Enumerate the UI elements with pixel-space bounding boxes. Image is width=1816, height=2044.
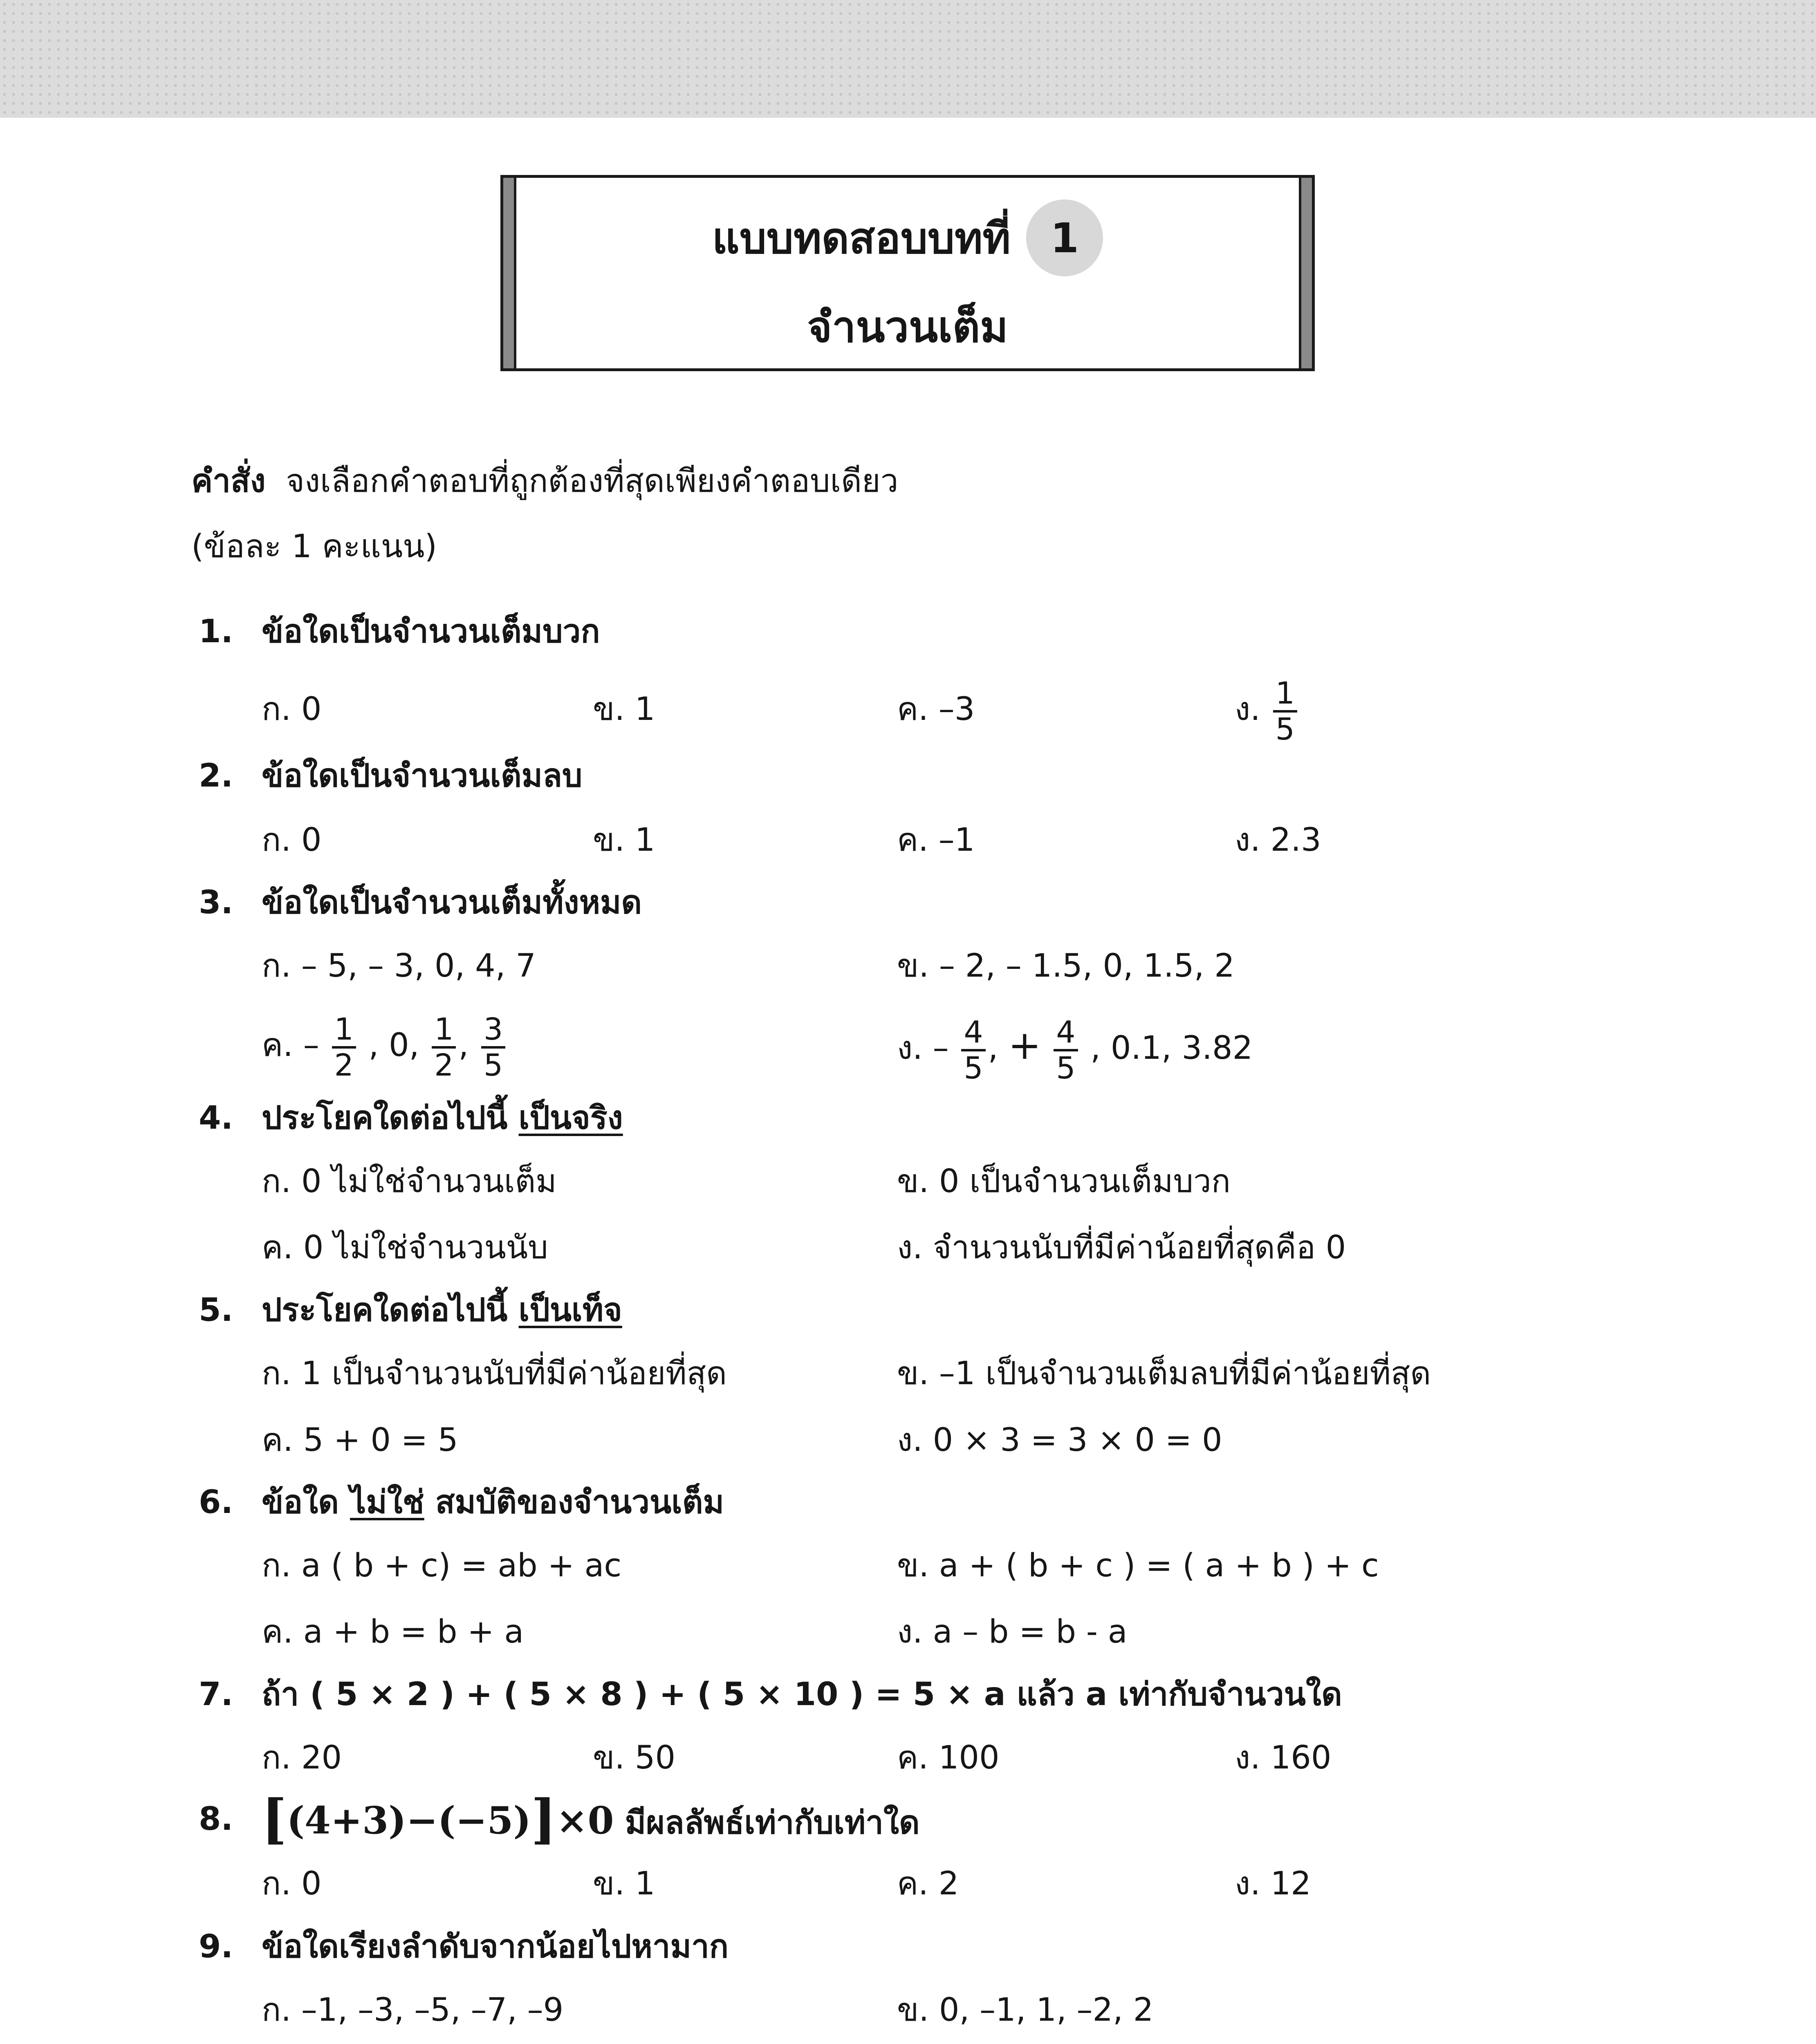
question-6-emphasis: ไม่ใช่	[350, 1484, 424, 1521]
question-9-choice-b: ข. 0, –1, 1, –2, 2	[897, 1992, 1154, 2028]
question-2-choice-b: ข. 1	[593, 822, 655, 858]
question-2-number: 2.	[199, 758, 233, 794]
top-decorative-band	[0, 0, 1816, 118]
question-4-text-main: ประโยคใดต่อไปนี้	[262, 1100, 508, 1136]
plus-sign: +	[1008, 1022, 1041, 1068]
instruction-line	[191, 459, 898, 504]
question-9-text: ข้อใดเรียงลำดับจากน้อยไปหามาก	[262, 1928, 729, 1965]
question-6-text-pre: ข้อใด	[262, 1484, 339, 1521]
question-5-number: 5.	[199, 1292, 233, 1329]
expression-inner: (4+3)−(−5)	[287, 1798, 531, 1842]
question-3-choice-c-label: ค. –	[262, 1027, 319, 1064]
question-1-choice-c: ค. –3	[897, 691, 975, 728]
question-4-choice-d: ง. จำนวนนับที่มีค่าน้อยที่สุดคือ 0	[897, 1229, 1346, 1266]
question-7-choice-c: ค. 100	[897, 1739, 1000, 1776]
question-2-choice-c: ค. –1	[897, 822, 975, 858]
question-5-choice-a: ก. 1 เป็นจำนวนนับที่มีค่าน้อยที่สุด	[262, 1355, 727, 1392]
bracket-close: ]	[531, 1788, 556, 1850]
fraction-denominator: 2	[434, 1047, 454, 1083]
fraction-numerator: 4	[1054, 1015, 1078, 1051]
chapter-title-box	[500, 175, 1315, 371]
bracket-open: [	[262, 1788, 287, 1850]
question-9-choice-a: ก. –1, –3, –5, –7, –9	[262, 1992, 564, 2028]
question-1-choice-b: ข. 1	[593, 691, 655, 728]
fraction-numerator: 1	[332, 1013, 356, 1049]
fraction-one-fifth	[1273, 677, 1297, 746]
question-6-number: 6.	[199, 1484, 233, 1521]
question-7-choice-b: ข. 50	[593, 1739, 676, 1776]
question-8-text-main: มีผลลัพธ์เท่ากับเท่าใด	[625, 1804, 920, 1841]
question-1-choice-d-label: ง.	[1235, 691, 1260, 728]
question-3-choice-d-label: ง. –	[897, 1030, 949, 1067]
fraction-denominator: 5	[1056, 1050, 1076, 1086]
question-2-choice-a: ก. 0	[262, 822, 322, 858]
chapter-heading-text: แบบทดสอบบทที่	[712, 213, 1011, 263]
question-3-choice-c: ค. – $\frac{1}{2}$ , 0, $\frac{1}{2}$ , $\frac{3}{5}$	[262, 1006, 508, 1084]
chapter-heading	[503, 207, 1312, 269]
question-5-text	[262, 1288, 622, 1333]
question-3-number: 3.	[199, 884, 233, 921]
question-2-text: ข้อใดเป็นจำนวนเต็มลบ	[262, 758, 583, 794]
question-3-choice-b: ข. – 2, – 1.5, 0, 1.5, 2	[897, 948, 1235, 984]
question-5-choice-b: ข. –1 เป็นจำนวนเต็มลบที่มีค่าน้อยที่สุด	[897, 1355, 1431, 1392]
fraction-c1	[332, 1013, 356, 1082]
question-3-choice-d: ง. – $\frac{4}{5}$ , + $\frac{4}{5}$ , 0.1, 3.82	[897, 1014, 1253, 1086]
question-3-choice-a: ก. – 5, – 3, 0, 4, 7	[262, 948, 536, 984]
question-2-choice-d: ง. 2.3	[1235, 822, 1321, 858]
question-1-number: 1.	[199, 613, 233, 650]
instruction-text: จงเลือกคำตอบที่ถูกต้องที่สุดเพียงคำตอบเดียว	[286, 463, 899, 500]
fraction-denominator: 2	[334, 1047, 354, 1083]
fraction-numerator: 1	[432, 1013, 456, 1049]
question-4-text	[262, 1096, 623, 1141]
question-5-choice-c: ค. 5 + 0 = 5	[262, 1422, 458, 1459]
fraction-denominator: 5	[964, 1050, 983, 1086]
question-5-emphasis: เป็นเท็จ	[518, 1292, 622, 1329]
fraction-c3	[481, 1013, 505, 1082]
question-4-number: 4.	[199, 1100, 233, 1136]
question-6-choice-b: ข. a + ( b + c ) = ( a + b ) + c	[897, 1547, 1379, 1584]
chapter-subtitle: จำนวนเต็ม	[807, 302, 1008, 352]
question-6-choice-d: ง. a – b = b - a	[897, 1614, 1128, 1650]
question-6-text	[262, 1480, 724, 1525]
instruction-label: คำสั่ง	[191, 463, 266, 500]
fraction-numerator: 3	[481, 1013, 505, 1049]
question-7-text: ถ้า ( 5 × 2 ) + ( 5 × 8 ) + ( 5 × 10 ) = 5 × a แล้ว a เท่ากับจำนวนใด	[262, 1676, 1342, 1713]
question-7-choice-a: ก. 20	[262, 1739, 342, 1776]
fraction-d2	[1054, 1015, 1078, 1085]
question-6-choice-c: ค. a + b = b + a	[262, 1614, 524, 1650]
fraction-denominator: 5	[1275, 711, 1295, 747]
question-4-choice-a: ก. 0 ไม่ใช่จำนวนเต็ม	[262, 1163, 557, 1200]
fraction-c2	[432, 1013, 456, 1082]
fraction-denominator: 5	[483, 1047, 503, 1083]
question-1-choice-a: ก. 0	[262, 691, 322, 728]
question-8-choice-b: ข. 1	[593, 1865, 655, 1902]
question-6-text-post: สมบัติของจำนวนเต็ม	[435, 1484, 724, 1521]
question-8-choice-a: ก. 0	[262, 1865, 322, 1902]
question-8-number: 8.	[199, 1801, 233, 1838]
question-8-choice-c: ค. 2	[897, 1865, 959, 1902]
fraction-d1	[961, 1015, 985, 1085]
question-3-text: ข้อใดเป็นจำนวนเต็มทั้งหมด	[262, 884, 642, 921]
question-3-choice-c-middle: , 0,	[368, 1027, 419, 1064]
question-5-choice-d: ง. 0 × 3 = 3 × 0 = 0	[897, 1422, 1222, 1459]
fraction-numerator: 4	[961, 1015, 985, 1051]
expression-tail: ×0	[556, 1798, 614, 1842]
question-1-choice-d	[1235, 670, 1300, 748]
question-9-number: 9.	[199, 1928, 233, 1965]
question-1-text: ข้อใดเป็นจำนวนเต็มบวก	[262, 613, 600, 650]
question-4-choice-b: ข. 0 เป็นจำนวนเต็มบวก	[897, 1163, 1231, 1200]
question-4-choice-c: ค. 0 ไม่ใช่จำนวนนับ	[262, 1229, 548, 1266]
question-7-choice-d: ง. 160	[1235, 1739, 1332, 1776]
question-5-text-main: ประโยคใดต่อไปนี้	[262, 1292, 508, 1329]
question-7-number: 7.	[199, 1676, 233, 1713]
chapter-number-badge: 1	[1026, 199, 1103, 276]
question-3-choice-d-tail: , 0.1, 3.82	[1090, 1030, 1253, 1067]
question-8-text	[262, 1786, 920, 1852]
question-6-choice-a: ก. a ( b + c) = ab + ac	[262, 1547, 622, 1584]
fraction-numerator: 1	[1273, 677, 1297, 713]
score-note: (ข้อละ 1 คะแนน)	[191, 528, 437, 565]
question-8-choice-d: ง. 12	[1235, 1865, 1311, 1902]
math-expression	[262, 1788, 614, 1850]
question-4-emphasis: เป็นจริง	[518, 1100, 623, 1136]
